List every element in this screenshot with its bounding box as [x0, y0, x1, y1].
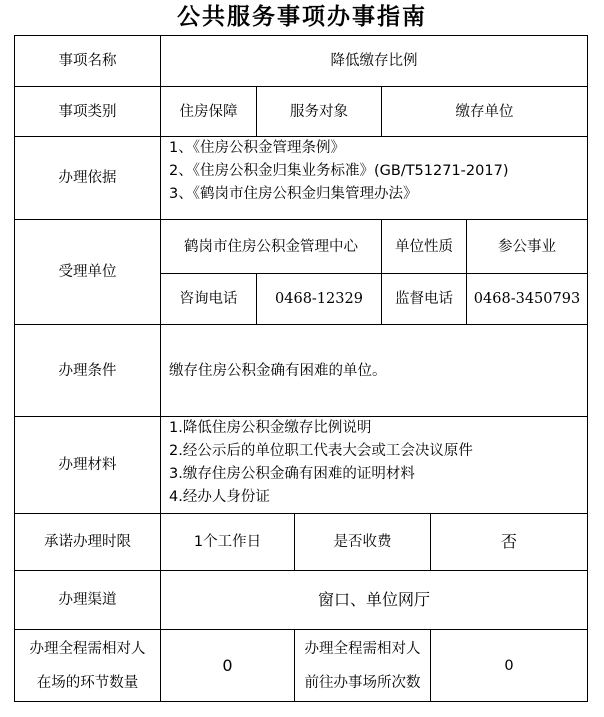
material-item: 3.缴存住房公积金确有困难的证明材料	[169, 466, 415, 482]
item-name-label: 事项名称	[14, 35, 161, 87]
onsite-steps-label	[14, 629, 161, 702]
item-type-value: 住房保障	[160, 86, 257, 137]
basis-label: 办理依据	[14, 136, 161, 220]
material-item: 1.降低住房公积金缴存比例说明	[169, 420, 372, 436]
agency-nature-label: 单位性质	[381, 219, 467, 274]
onsite-steps-label-line: 在场的环节数量	[36, 674, 139, 691]
supervise-phone-value: 0468-3450793	[466, 273, 588, 325]
materials-label: 办理材料	[14, 416, 161, 514]
consult-phone-label: 咨询电话	[160, 273, 257, 325]
time-limit-label: 承诺办理时限	[14, 513, 161, 571]
trips-count-label-line: 办理全程需相对人	[304, 640, 421, 657]
agency-label: 受理单位	[14, 219, 161, 325]
supervise-phone-label: 监督电话	[381, 273, 467, 325]
channel-label: 办理渠道	[14, 570, 161, 630]
service-object-label: 服务对象	[256, 86, 382, 137]
basis-item: 1、《住房公积金管理条例》	[169, 140, 345, 156]
onsite-steps-label-line: 办理全程需相对人	[29, 640, 146, 657]
fee-value: 否	[430, 513, 588, 571]
trips-count-label-line: 前往办事场所次数	[304, 674, 421, 691]
service-object-value: 缴存单位	[381, 86, 588, 137]
trips-count-value: 0	[430, 629, 588, 702]
item-name-value: 降低缴存比例	[160, 35, 588, 87]
basis-list	[160, 136, 588, 220]
fee-label: 是否收费	[294, 513, 431, 571]
agency-name: 鹤岗市住房公积金管理中心	[160, 219, 382, 274]
material-item: 2.经公示后的单位职工代表大会或工会决议原件	[169, 443, 473, 459]
page-title: 公共服务事项办事指南	[177, 3, 427, 30]
agency-nature-value: 参公事业	[466, 219, 588, 274]
basis-item: 2、《住房公积金归集业务标准》(GB/T51271-2017)	[169, 163, 509, 179]
consult-phone-value: 0468-12329	[256, 273, 382, 325]
materials-list	[160, 416, 588, 514]
item-type-label: 事项类别	[14, 86, 161, 137]
onsite-steps-value: 0	[160, 629, 295, 702]
conditions-value: 缴存住房公积金确有困难的单位。	[160, 324, 588, 417]
channel-value: 窗口、单位网厅	[160, 570, 588, 630]
basis-item: 3、《鹤岗市住房公积金归集管理办法》	[169, 186, 418, 202]
trips-count-label	[294, 629, 431, 702]
material-item: 4.经办人身份证	[169, 489, 270, 505]
conditions-label: 办理条件	[14, 324, 161, 417]
time-limit-value: 1个工作日	[160, 513, 295, 571]
